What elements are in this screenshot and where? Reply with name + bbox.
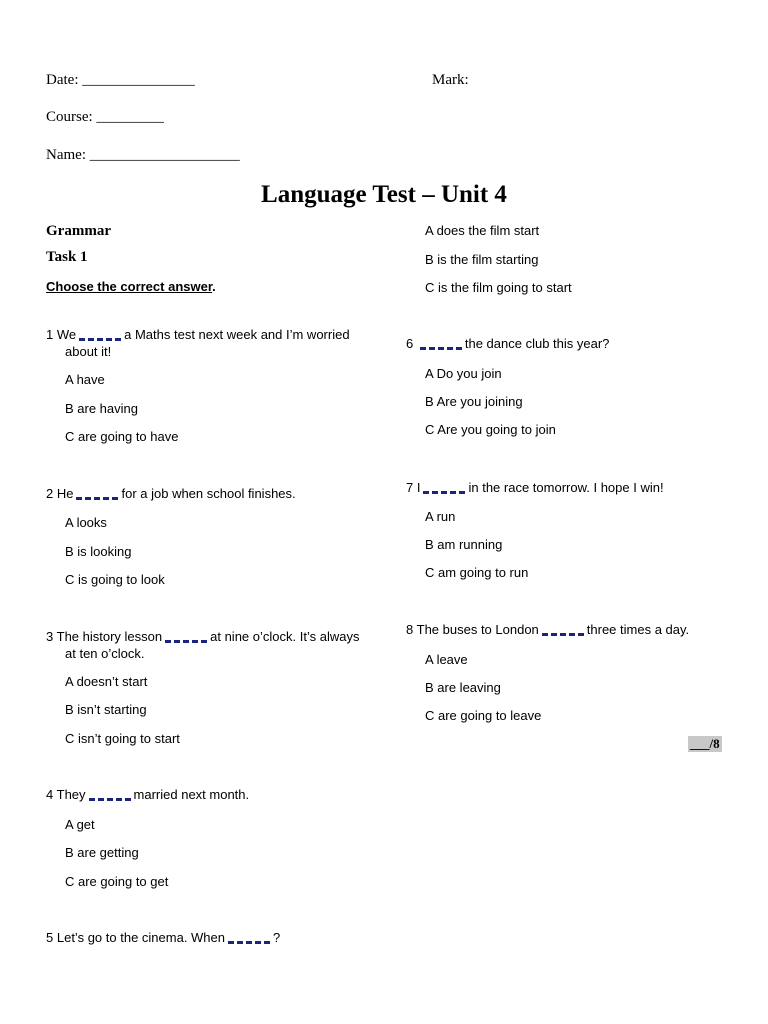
option-a[interactable]: A get <box>65 817 95 832</box>
option-c[interactable]: C Are you going to join <box>425 422 556 437</box>
option-a[interactable]: A looks <box>65 515 107 530</box>
question-text-after: in the race tomorrow. I hope I win! <box>468 480 664 495</box>
question-6 <box>406 335 736 437</box>
question-7-stem <box>406 479 736 496</box>
option-c[interactable]: C is the film going to start <box>425 280 572 295</box>
answer-blank[interactable] <box>79 337 121 341</box>
question-text-before: Let’s go to the cinema. When <box>56 930 225 945</box>
option-b[interactable]: B are having <box>65 401 138 416</box>
answer-blank[interactable] <box>76 496 118 500</box>
task-heading: Task 1 <box>46 249 88 265</box>
question-text-before: I <box>416 480 421 495</box>
name-field: Name: ____________________ <box>46 147 240 163</box>
mark-field: Mark: <box>432 72 469 88</box>
answer-blank[interactable] <box>420 346 462 350</box>
instruction-punct: . <box>212 279 216 294</box>
date-field: Date: _______________ <box>46 72 195 88</box>
answer-blank[interactable] <box>542 632 584 636</box>
option-a[interactable]: A leave <box>425 652 468 667</box>
question-number: 7 <box>406 480 414 495</box>
question-number: 5 <box>46 930 54 945</box>
option-c[interactable]: C are going to get <box>65 874 169 889</box>
question-number: 1 <box>46 327 54 342</box>
question-3 <box>46 628 376 746</box>
question-number: 3 <box>46 629 54 644</box>
course-field: Course: _________ <box>46 109 164 125</box>
answer-blank[interactable] <box>165 639 207 643</box>
question-text-before: He <box>56 486 74 501</box>
question-text-after: a Maths test next week and I’m worried <box>124 327 350 342</box>
question-text-after: ? <box>273 930 281 945</box>
question-text-after: married next month. <box>133 787 250 802</box>
question-text-before: The history lesson <box>56 629 163 644</box>
section-heading: Grammar <box>46 223 111 239</box>
option-b[interactable]: B Are you joining <box>425 394 523 409</box>
question-5-stem <box>46 929 376 946</box>
question-2-stem <box>46 485 376 502</box>
option-b[interactable]: B are getting <box>65 845 139 860</box>
option-c[interactable]: C is going to look <box>65 572 165 587</box>
option-b[interactable]: B am running <box>425 537 503 552</box>
option-a[interactable]: A doesn’t start <box>65 674 148 689</box>
answer-blank[interactable] <box>423 490 465 494</box>
option-a[interactable]: A have <box>65 372 105 387</box>
option-c[interactable]: C am going to run <box>425 565 529 580</box>
question-number: 6 <box>406 336 414 351</box>
instruction-text: Choose the correct answer <box>46 279 213 294</box>
question-3-stem <box>46 628 376 645</box>
question-number: 4 <box>46 787 54 802</box>
question-1-stem <box>46 326 376 343</box>
question-8 <box>406 621 736 723</box>
question-1-stem-cont: about it! <box>65 344 112 359</box>
option-b[interactable]: B isn’t starting <box>65 702 147 717</box>
option-b[interactable]: B is the film starting <box>425 252 539 267</box>
question-number: 2 <box>46 486 54 501</box>
question-5-text <box>46 929 376 946</box>
question-text-before: They <box>56 787 86 802</box>
option-a[interactable]: A run <box>425 509 456 524</box>
question-text-after: at nine o’clock. It’s always <box>210 629 360 644</box>
score-box: ___/8 <box>690 736 720 751</box>
question-4 <box>46 786 376 889</box>
question-text-before: The buses to London <box>416 622 539 637</box>
question-number: 8 <box>406 622 414 637</box>
instruction <box>46 279 216 294</box>
option-b[interactable]: B is looking <box>65 544 132 559</box>
question-text-before: We <box>56 327 77 342</box>
question-1 <box>46 326 376 444</box>
answer-blank[interactable] <box>89 797 131 801</box>
option-c[interactable]: C are going to leave <box>425 708 542 723</box>
question-3-stem-cont: at ten o’clock. <box>65 646 145 661</box>
option-a[interactable]: A does the film start <box>425 223 540 238</box>
answer-blank[interactable] <box>228 940 270 944</box>
page-title: Language Test – Unit 4 <box>261 181 507 208</box>
option-c[interactable]: C are going to have <box>65 429 179 444</box>
question-6-stem <box>406 335 736 352</box>
question-text-after: for a job when school finishes. <box>121 486 296 501</box>
question-4-stem <box>46 786 376 803</box>
option-a[interactable]: A Do you join <box>425 366 502 381</box>
question-2 <box>46 485 376 587</box>
option-c[interactable]: C isn’t going to start <box>65 731 180 746</box>
option-b[interactable]: B are leaving <box>425 680 501 695</box>
question-text-after: three times a day. <box>586 622 690 637</box>
question-8-stem <box>406 621 736 638</box>
question-text-after: the dance club this year? <box>464 336 610 351</box>
question-7 <box>406 479 736 580</box>
